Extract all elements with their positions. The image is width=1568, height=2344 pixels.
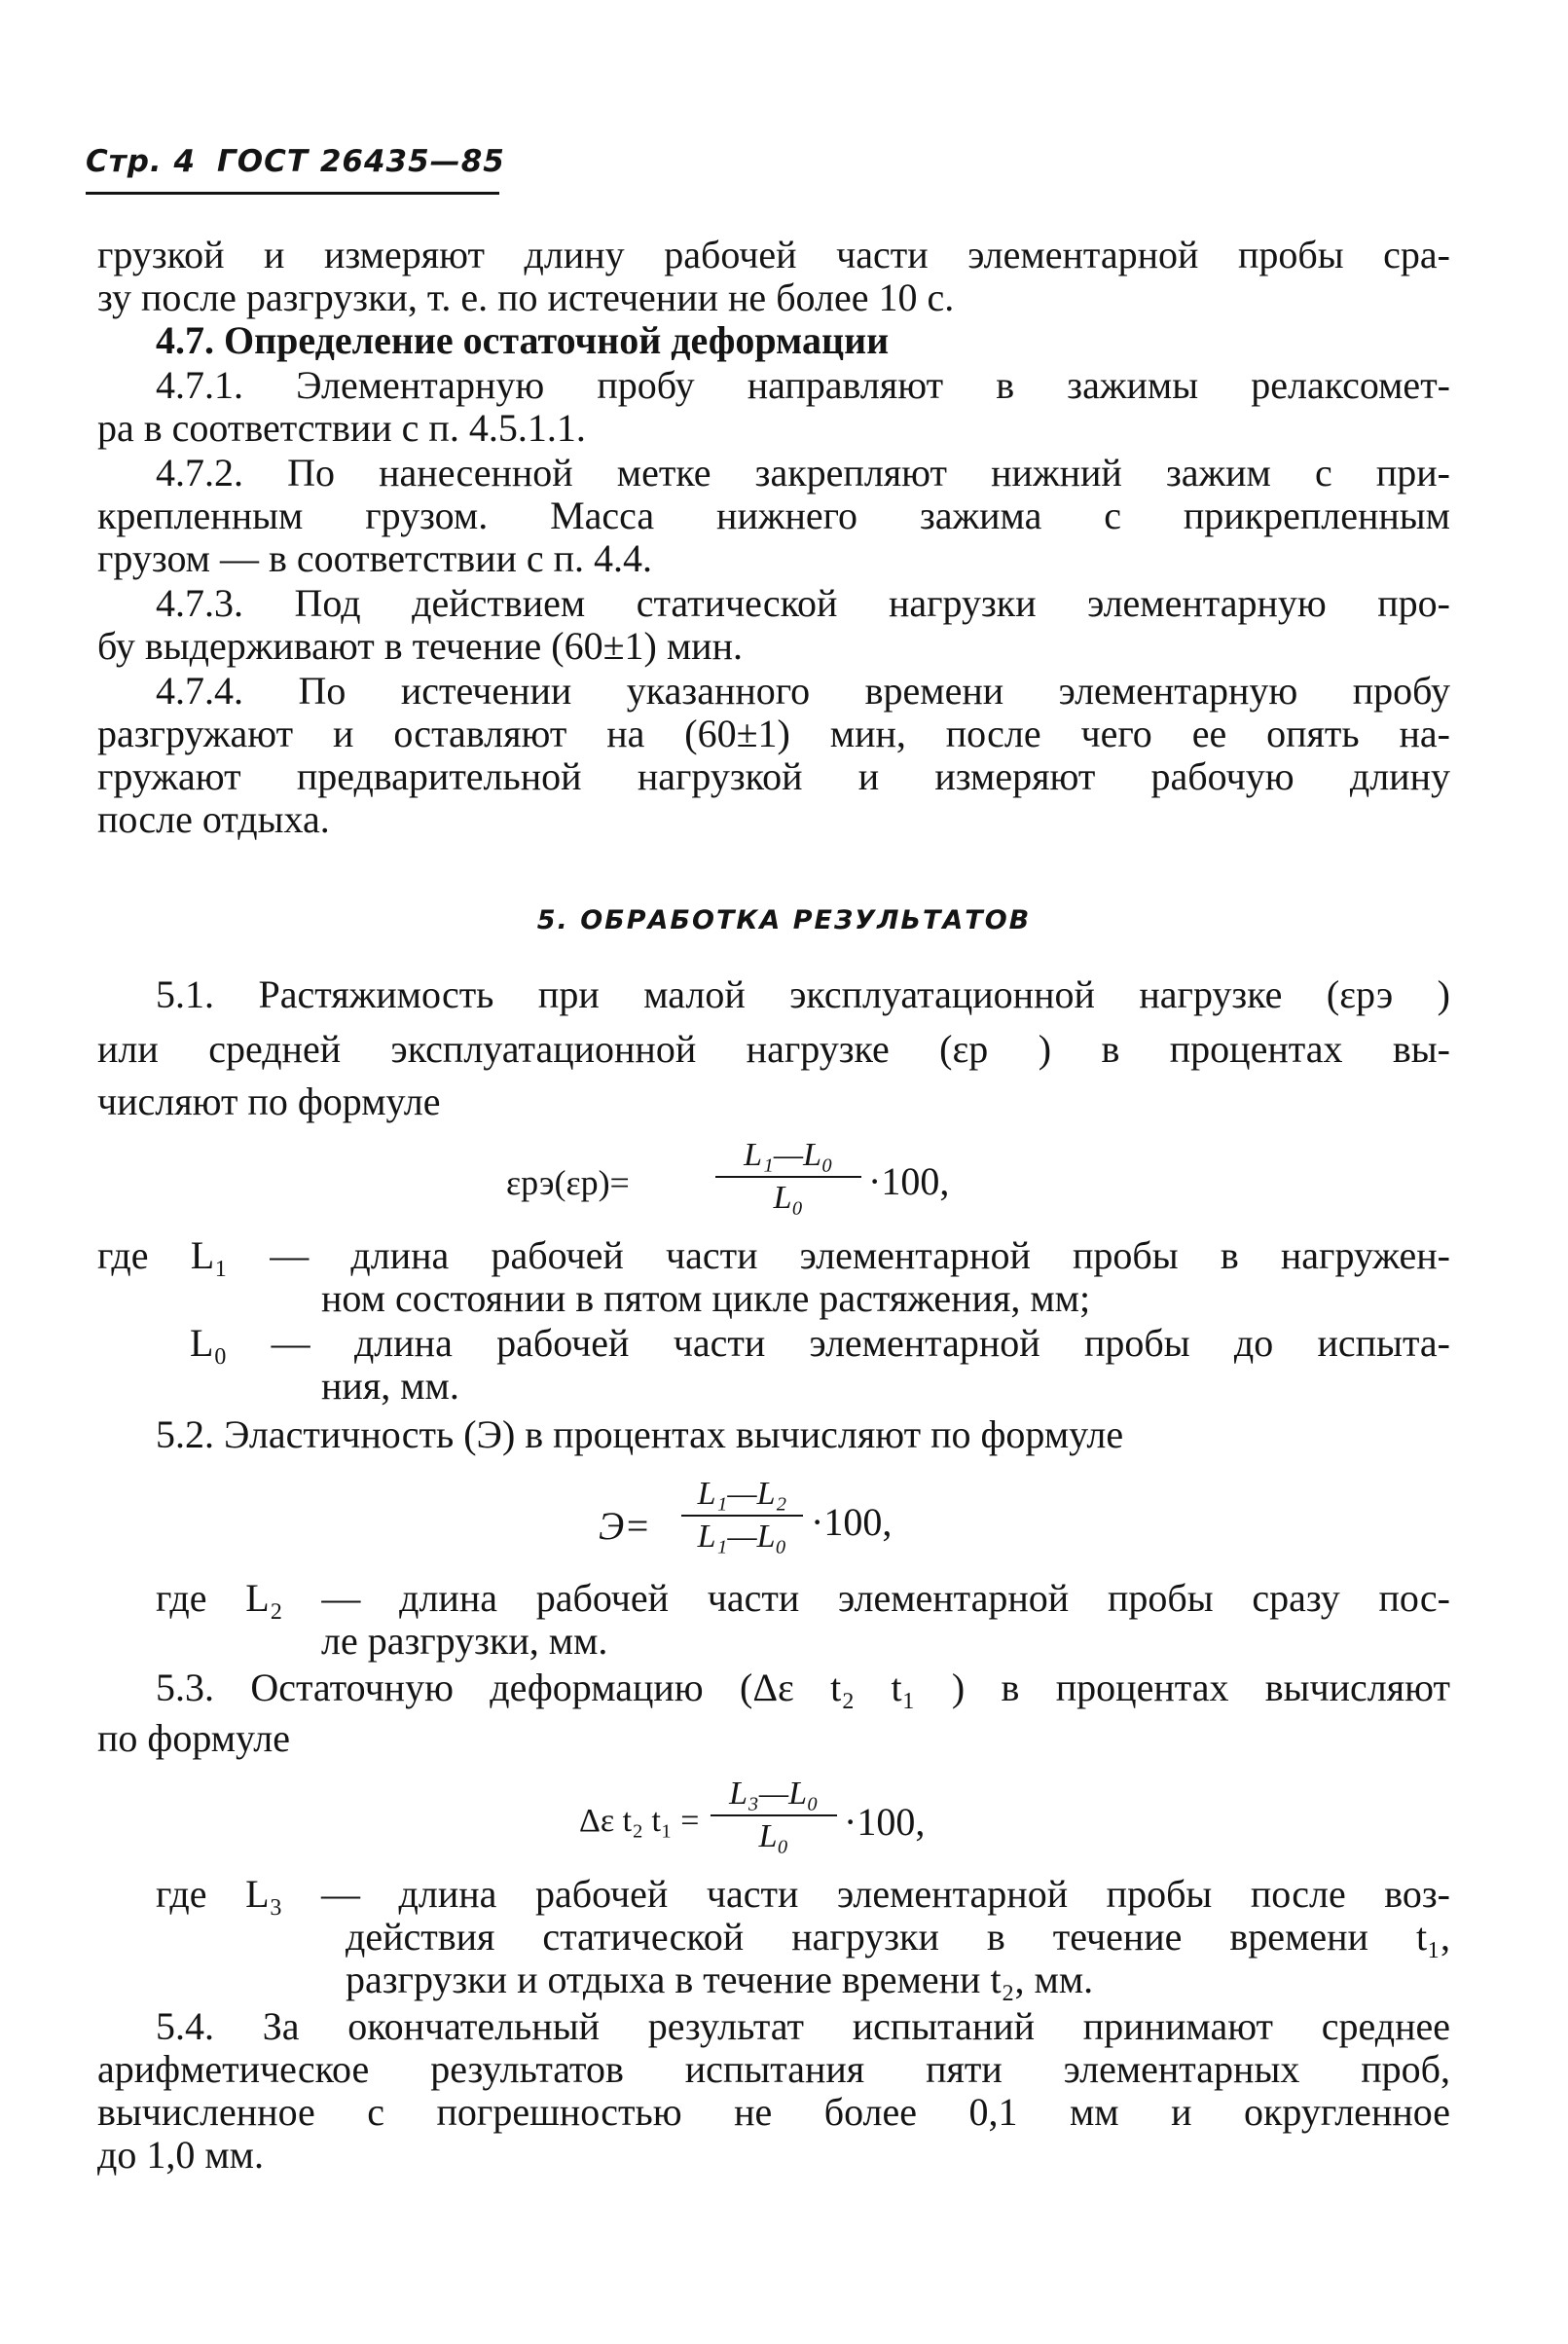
text-line: ном состоянии в пятом цикле растяжения, мм;: [321, 1276, 1091, 1320]
text-line: ния, мм.: [321, 1364, 459, 1408]
formula-numerator: L₁—L₂: [697, 1476, 787, 1512]
formula-denominator: L₀: [758, 1818, 789, 1854]
subsection-heading: 4.7. Определение остаточной деформации: [156, 318, 890, 362]
text-line: по формуле: [97, 1716, 290, 1760]
text-line: гружают предварительной нагрузкой и измеряют рабочую длину: [97, 754, 1450, 798]
text-line: грузкой и измеряют длину рабочей части элементарной пробы сра-: [97, 233, 1450, 276]
text-line: 5.4. За окончательный результат испытаний принимают среднее: [156, 2004, 1450, 2048]
section-title: 5. ОБРАБОТКА РЕЗУЛЬТАТОВ: [536, 905, 1032, 935]
header-rule: [86, 192, 499, 195]
text-line: зу после разгрузки, т. е. по истечении не более 10 с.: [97, 275, 955, 319]
formula-denominator: L₀: [773, 1180, 804, 1216]
text-line: после отдыха.: [97, 797, 330, 841]
standard-code: ГОСТ 26435—85: [217, 144, 505, 179]
text-line: арифметическое результатов испытания пяти элементарных проб,: [97, 2047, 1450, 2091]
fraction-bar: [715, 1176, 861, 1178]
text-line: ле разгрузки, мм.: [321, 1619, 608, 1663]
formula-rhs: ·100,: [811, 1500, 893, 1544]
text-line: крепленным грузом. Масса нижнего зажима с прикрепленным: [97, 494, 1450, 537]
formula-numerator: L₃—L₀: [729, 1776, 819, 1812]
fraction-bar: [681, 1515, 803, 1517]
text-line: где L₂ — длина рабочей части элементарной пробы сразу пос-: [156, 1576, 1450, 1620]
text-line: 4.7.2. По нанесенной метке закрепляют нижний зажим с при-: [156, 451, 1450, 494]
text-line: L₀ — длина рабочей части элементарной пробы до испыта-: [190, 1321, 1450, 1365]
text-line: бу выдерживают в течение (60±1) мин.: [97, 624, 743, 668]
text-line: 5.1. Растяжимость при малой эксплуатационной нагрузке (εрэ ): [156, 972, 1450, 1016]
text-line: вычисленное с погрешностью не более 0,1 мм и округленное: [97, 2090, 1450, 2134]
text-line: или средней эксплуатационной нагрузке (εр ) в процентах вы-: [97, 1027, 1450, 1071]
text-line: разгружают и оставляют на (60±1) мин, после чего ее опять на-: [97, 712, 1450, 755]
formula-rhs: ·100,: [868, 1159, 950, 1203]
page-header: [86, 144, 505, 179]
page-number: Стр. 4: [86, 144, 197, 179]
formula-lhs: Э=: [599, 1504, 651, 1548]
formula-fraction: [715, 1137, 861, 1217]
formula-rhs: ·100,: [844, 1800, 926, 1844]
formula-fraction: [681, 1476, 803, 1556]
text-line: грузом — в соответствии с п. 4.4.: [97, 536, 653, 580]
formula-lhs: εрэ(εр)=: [506, 1163, 630, 1202]
text-line: до 1,0 мм.: [97, 2133, 264, 2177]
text-line: где L₁ — длина рабочей части элементарной пробы в нагружен-: [97, 1233, 1450, 1277]
text-line: разгрузки и отдыха в течение времени t₂, мм.: [346, 1958, 1094, 2001]
text-line: 4.7.1. Элементарную пробу направляют в зажимы релаксомет-: [156, 363, 1450, 407]
formula-numerator: L₁—L₀: [744, 1137, 833, 1173]
formula-fraction: [711, 1776, 837, 1855]
text-line: 5.3. Остаточную деформацию (Δε t₂ t₁ ) в процентах вычисляют: [156, 1666, 1450, 1709]
text-line: где L₃ — длина рабочей части элементарной пробы после воз-: [156, 1872, 1450, 1916]
text-line: 4.7.4. По истечении указанного времени элементарную пробу: [156, 669, 1450, 713]
fraction-bar: [711, 1814, 837, 1816]
text-line: действия статической нагрузки в течение времени t₁,: [346, 1915, 1450, 1959]
text-line: 5.2. Эластичность (Э) в процентах вычисляют по формуле: [156, 1412, 1124, 1456]
text-line: 4.7.3. Под действием статической нагрузки элементарную про-: [156, 581, 1450, 625]
formula-denominator: L₁—L₀: [697, 1519, 787, 1555]
formula-lhs: Δε t₂ t₁ =: [579, 1803, 700, 1839]
text-line: числяют по формуле: [97, 1080, 441, 1123]
text-line: ра в соответствии с п. 4.5.1.1.: [97, 406, 586, 450]
